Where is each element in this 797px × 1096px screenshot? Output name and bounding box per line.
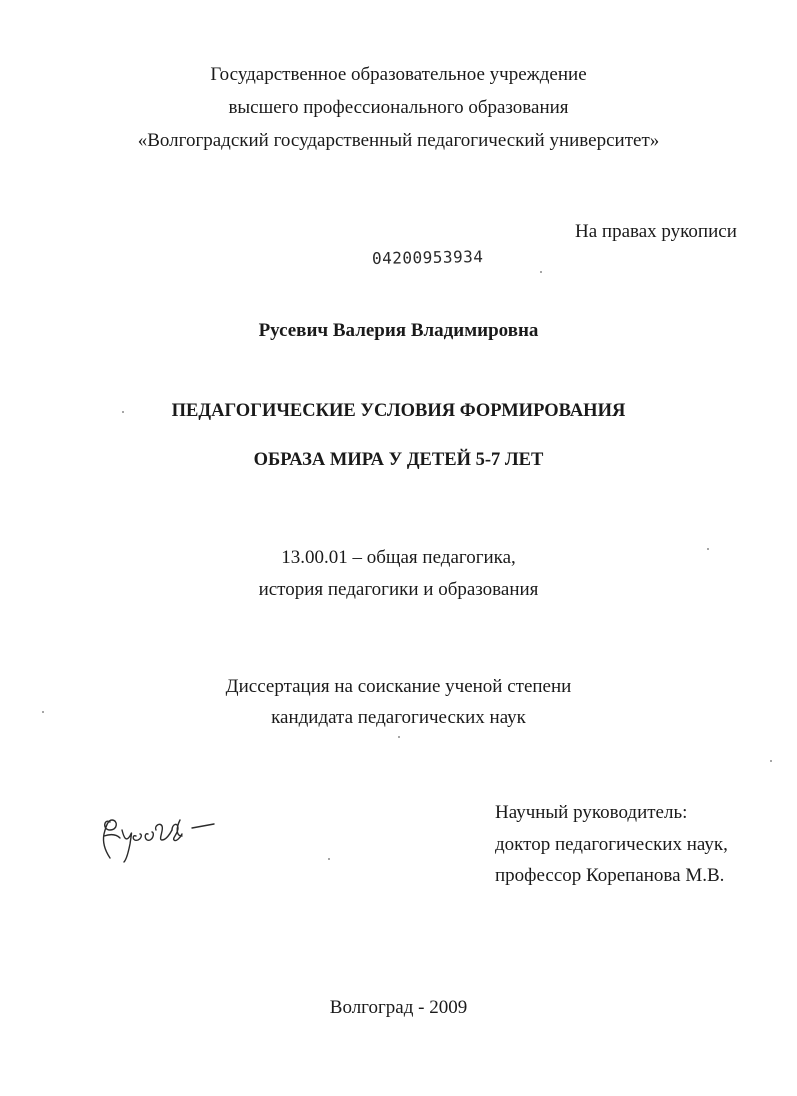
title-line-2: ОБРАЗА МИРА У ДЕТЕЙ 5-7 ЛЕТ xyxy=(253,450,544,470)
degree-line-2: кандидата педагогических наук xyxy=(271,707,526,728)
registry-number-stamp: 04200953934 xyxy=(371,247,484,268)
scan-speck xyxy=(42,711,44,713)
scan-speck xyxy=(398,736,400,738)
degree-line-1: Диссертация на соискание ученой степени xyxy=(225,676,572,697)
title-line-1: ПЕДАГОГИЧЕСКИЕ УСЛОВИЯ ФОРМИРОВАНИЯ xyxy=(171,401,626,421)
scan-speck xyxy=(770,760,772,762)
header-line-2: высшего профессионального образования xyxy=(228,97,569,118)
scan-speck xyxy=(707,548,709,550)
scan-speck xyxy=(540,271,542,273)
scan-speck xyxy=(328,858,330,860)
supervisor-name: профессор Корепанова М.В. xyxy=(495,865,725,886)
author-name: Русевич Валерия Владимировна xyxy=(258,320,539,341)
author-signature xyxy=(96,800,226,870)
rights-note: На правах рукописи xyxy=(575,221,737,242)
supervisor-label: Научный руководитель: xyxy=(495,802,688,823)
supervisor-degree: доктор педагогических наук, xyxy=(495,834,728,855)
specialty-line-2: история педагогики и образования xyxy=(258,579,539,600)
footer-city-year: Волгоград - 2009 xyxy=(329,997,468,1018)
header-line-3: «Волгоградский государственный педагогический университет» xyxy=(137,130,660,151)
header-line-1: Государственное образовательное учреждение xyxy=(210,64,587,85)
specialty-line-1: 13.00.01 – общая педагогика, xyxy=(281,547,516,568)
scan-speck xyxy=(122,411,124,413)
